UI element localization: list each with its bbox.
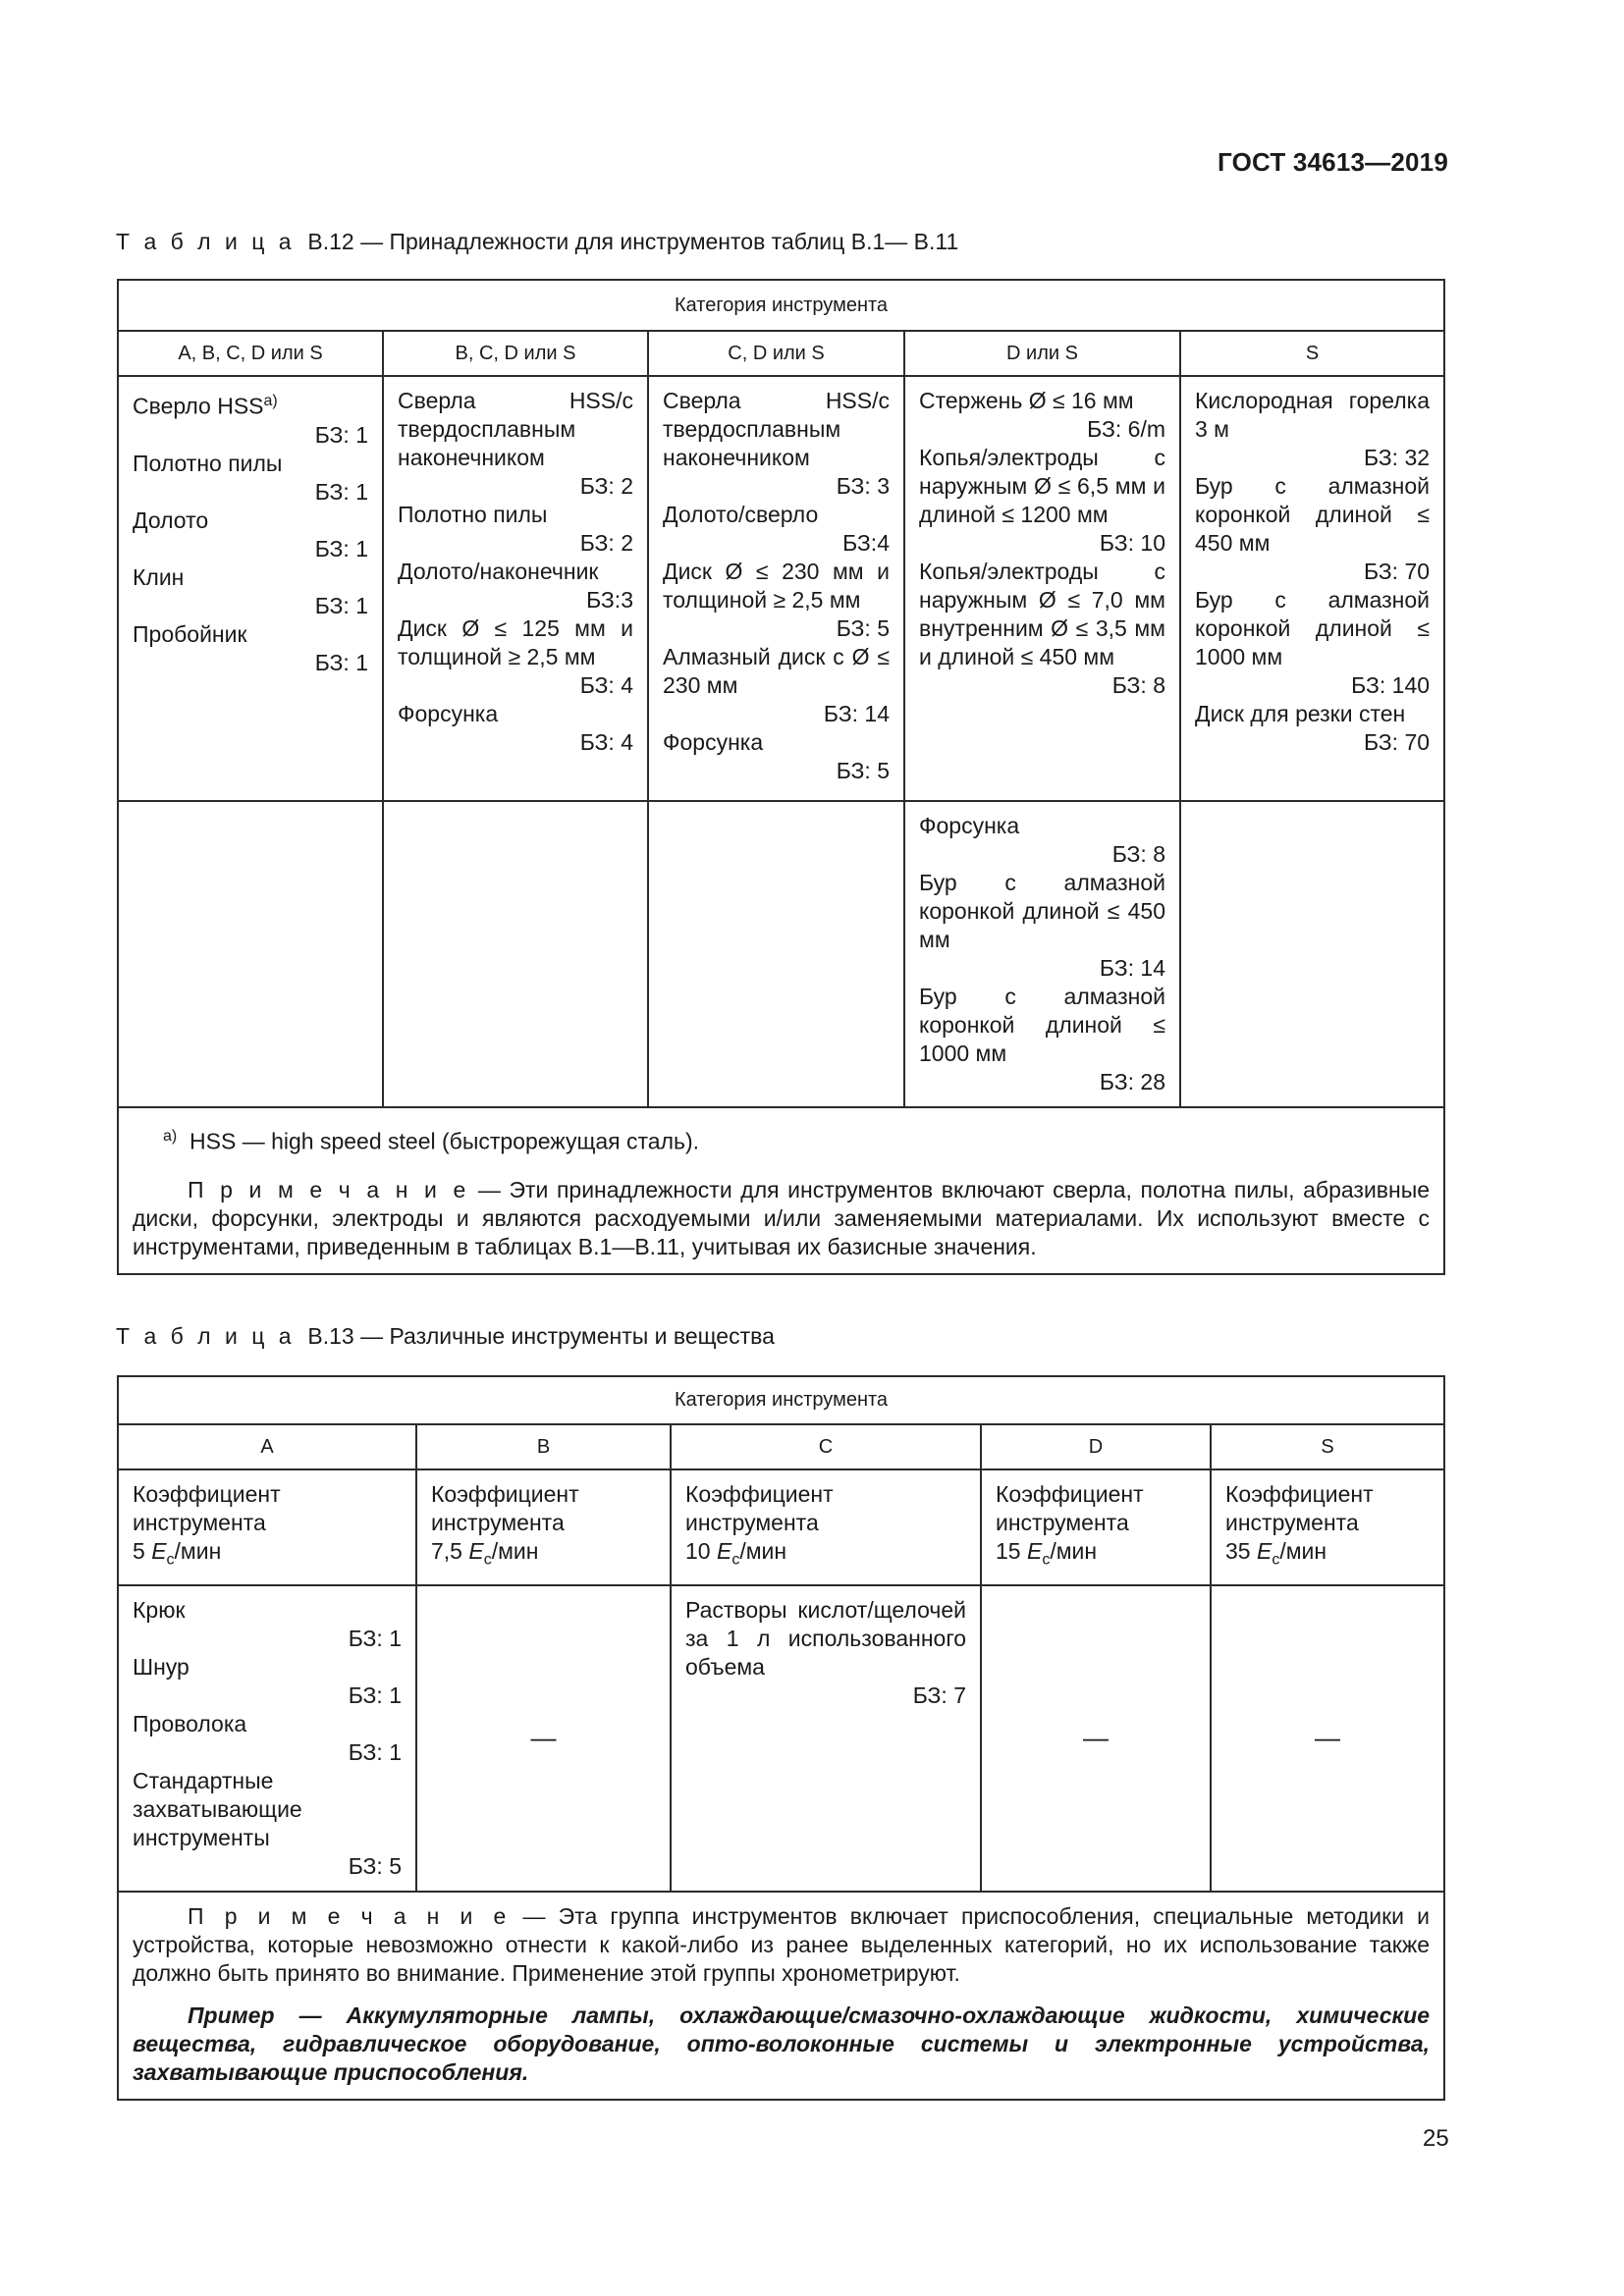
item-name: Долото bbox=[133, 507, 209, 533]
item-bz: БЗ:3 bbox=[586, 587, 633, 613]
table12-col-header: B, C, D или S bbox=[383, 331, 648, 376]
item-bz: БЗ: 1 bbox=[314, 649, 368, 675]
table12-col-header: S bbox=[1180, 331, 1444, 376]
item-name: Копья/электроды с наружным Ø ≤ 6,5 мм и длиной ≤ 1200 мм bbox=[919, 445, 1165, 527]
item-name: Сверло HSS$^{a)}$ bbox=[133, 393, 278, 419]
item-bz: БЗ: 1 bbox=[348, 1625, 402, 1651]
item-name: Бур с алмазной коронкой длиной ≤ 1000 мм bbox=[919, 984, 1165, 1066]
coef-sub: c bbox=[1272, 1551, 1280, 1569]
table12-caption bbox=[116, 229, 958, 255]
footnote-text: HSS — high speed steel (быстрорежущая сталь). bbox=[189, 1128, 700, 1154]
table12-empty-cell bbox=[1180, 801, 1444, 1107]
item-name: Долото/сверло bbox=[663, 502, 819, 527]
table13-cell-colS: — bbox=[1211, 1585, 1444, 1892]
table12-caption-text: В.12 — Принадлежности для инструментов таблиц В.1— В.11 bbox=[307, 229, 959, 254]
item-name: Копья/электроды с наружным Ø ≤ 7,0 мм внутренним Ø ≤ 3,5 мм и длиной ≤ 450 мм bbox=[919, 559, 1165, 669]
item-bz: БЗ: 10 bbox=[1099, 530, 1165, 556]
item-bz: БЗ: 70 bbox=[1363, 559, 1431, 584]
item-name: Полотно пилы bbox=[133, 450, 283, 476]
item-name: Форсунка bbox=[919, 813, 1020, 838]
item-name: Шнур bbox=[133, 1653, 189, 1680]
item-name: Диск Ø ≤ 125 мм и толщиной ≥ 2,5 мм bbox=[398, 615, 633, 669]
item-name: Растворы кислот/щелочей за 1 л использованного объема bbox=[685, 1596, 966, 1680]
table12-empty-cell bbox=[383, 801, 648, 1107]
table13 bbox=[117, 1375, 1445, 2101]
item-name: Сверла HSS/c твердосплавным наконечником bbox=[663, 388, 890, 470]
table12-notes bbox=[118, 1107, 1444, 1274]
table13-category-header: Категория инструмента bbox=[118, 1376, 1444, 1424]
table13-caption-prefix: Т а б л и ц а bbox=[116, 1323, 296, 1349]
coef-unit: /мин bbox=[491, 1538, 539, 1564]
item-name: Проволока bbox=[133, 1710, 247, 1736]
note-text: — Эти принадлежности для инструментов включают сверла, полотна пилы, абразивные диски, форсунки, электроды и являются расходуемыми и/или заменяемыми материалами. Их используют вместе с инструментами, приведенным в таблицах В.1—В.11, учитывая их базисные значения. bbox=[133, 1176, 1431, 1259]
coef-value: 7,5 bbox=[431, 1538, 462, 1564]
table12-cell-col4 bbox=[904, 376, 1180, 801]
coef-var: E bbox=[1026, 1538, 1043, 1564]
coef-unit: /мин bbox=[1279, 1538, 1327, 1564]
item-bz: БЗ: 5 bbox=[836, 615, 890, 641]
item-bz: БЗ: 6/m bbox=[1087, 416, 1165, 442]
table12-cell-col3 bbox=[648, 376, 904, 801]
item-bz: БЗ: 8 bbox=[1111, 841, 1165, 867]
table13-example: Пример — Аккумуляторные лампы, охлаждающие/смазочно-охлаждающие жидкости, химические вещества, гидравлическое оборудование, опто-волоконные системы и электронные устройства, захватывающие приспособления. bbox=[133, 2002, 1431, 2085]
table13-caption-text: В.13 — Различные инструменты и вещества bbox=[307, 1323, 775, 1349]
coef-var: E bbox=[468, 1538, 484, 1564]
coef-sub: c bbox=[731, 1551, 740, 1569]
table13-col-header: C bbox=[671, 1424, 981, 1469]
item-name: Форсунка bbox=[398, 701, 499, 726]
item-bz: БЗ: 28 bbox=[1099, 1069, 1165, 1095]
table13-notes bbox=[118, 1892, 1444, 2100]
table13-cell-colA bbox=[118, 1585, 416, 1892]
coef-value: 15 bbox=[996, 1538, 1021, 1564]
table12-cell-col4-extra bbox=[904, 801, 1180, 1107]
item-bz: БЗ: 1 bbox=[348, 1682, 402, 1708]
document-code: ГОСТ 34613—2019 bbox=[1218, 147, 1448, 177]
item-bz: БЗ: 5 bbox=[348, 1852, 402, 1879]
footnote-marker: a) bbox=[163, 1128, 178, 1145]
table12-cell-col2 bbox=[383, 376, 648, 801]
coef-sub: c bbox=[166, 1551, 175, 1569]
table13-note bbox=[133, 1902, 1430, 1988]
item-bz: БЗ: 5 bbox=[836, 758, 890, 783]
table12-caption-prefix: Т а б л и ц а bbox=[116, 229, 296, 254]
item-name: Пробойник bbox=[133, 620, 247, 647]
table13-coef-cell bbox=[981, 1469, 1211, 1585]
table12-col-header: A, B, C, D или S bbox=[118, 331, 383, 376]
item-bz: БЗ: 1 bbox=[314, 592, 368, 618]
item-bz: БЗ: 32 bbox=[1363, 445, 1431, 470]
item-bz: БЗ: 1 bbox=[314, 478, 368, 505]
item-name: Полотно пилы bbox=[398, 502, 548, 527]
item-bz: БЗ: 1 bbox=[314, 535, 368, 561]
item-bz: БЗ: 14 bbox=[823, 701, 890, 726]
coef-sub: c bbox=[483, 1551, 492, 1569]
coef-sub: c bbox=[1042, 1551, 1051, 1569]
item-bz: БЗ: 8 bbox=[1111, 672, 1165, 698]
table12-empty-cell bbox=[648, 801, 904, 1107]
coef-var: E bbox=[716, 1538, 732, 1564]
table13-col-header: A bbox=[118, 1424, 416, 1469]
table13-caption bbox=[116, 1323, 775, 1350]
table12-note bbox=[133, 1176, 1430, 1261]
item-name: Крюк bbox=[133, 1596, 186, 1623]
table13-coef-cell bbox=[671, 1469, 981, 1585]
item-bz: БЗ: 3 bbox=[836, 473, 890, 499]
item-bz: БЗ: 1 bbox=[348, 1738, 402, 1765]
item-name: Стандартные захватывающие инструменты bbox=[133, 1767, 302, 1850]
item-name: Бур с алмазной коронкой длиной ≤ 1000 мм bbox=[1195, 587, 1431, 669]
footnote-marker: a) bbox=[263, 393, 278, 409]
coef-value: 35 bbox=[1225, 1538, 1251, 1564]
item-bz: БЗ: 2 bbox=[579, 530, 633, 556]
table12-footnote bbox=[163, 1122, 1430, 1156]
table12-cell-col5 bbox=[1180, 376, 1444, 801]
coef-var: E bbox=[151, 1538, 167, 1564]
item-name: Стержень Ø ≤ 16 мм bbox=[919, 388, 1134, 413]
item-bz: БЗ: 4 bbox=[579, 729, 633, 755]
item-bz: БЗ: 70 bbox=[1363, 729, 1431, 755]
item-bz: БЗ: 14 bbox=[1099, 955, 1165, 981]
table13-cell-colC bbox=[671, 1585, 981, 1892]
coef-label: Коэффициент инструмента bbox=[133, 1481, 281, 1535]
coef-unit: /мин bbox=[1050, 1538, 1098, 1564]
item-name: Бур с алмазной коронкой длиной ≤ 450 мм bbox=[1195, 473, 1431, 556]
table13-coef-cell bbox=[1211, 1469, 1444, 1585]
coef-var: E bbox=[1256, 1538, 1272, 1564]
item-name: Кислородная горелка 3 м bbox=[1195, 388, 1431, 442]
note-label: П р и м е ч а н и е bbox=[188, 1176, 470, 1202]
table13-cell-colD: — bbox=[981, 1585, 1211, 1892]
item-bz: БЗ: 7 bbox=[912, 1682, 966, 1708]
table13-col-header: S bbox=[1211, 1424, 1444, 1469]
coef-value: 10 bbox=[685, 1538, 711, 1564]
item-name: Форсунка bbox=[663, 729, 764, 755]
table13-col-header: B bbox=[416, 1424, 671, 1469]
table13-coef-cell bbox=[416, 1469, 671, 1585]
item-bz: БЗ:4 bbox=[842, 530, 890, 556]
coef-value: 5 bbox=[133, 1538, 145, 1564]
coef-label: Коэффициент инструмента bbox=[685, 1481, 834, 1535]
item-name: Диск для резки стен bbox=[1195, 701, 1406, 726]
table13-coef-cell bbox=[118, 1469, 416, 1585]
item-name: Бур с алмазной коронкой длиной ≤ 450 мм bbox=[919, 870, 1165, 952]
table12-cell-col1 bbox=[118, 376, 383, 801]
coef-unit: /мин bbox=[174, 1538, 222, 1564]
table12-col-header: C, D или S bbox=[648, 331, 904, 376]
item-bz: БЗ: 2 bbox=[579, 473, 633, 499]
coef-label: Коэффициент инструмента bbox=[1225, 1481, 1374, 1535]
table12-empty-cell bbox=[118, 801, 383, 1107]
table13-cell-colB: — bbox=[416, 1585, 671, 1892]
item-name: Долото/наконечник bbox=[398, 559, 599, 584]
table12-col-header: D или S bbox=[904, 331, 1180, 376]
item-name: Клин bbox=[133, 563, 185, 590]
item-name: Алмазный диск с Ø ≤ 230 мм bbox=[663, 644, 890, 698]
table12-category-header: Категория инструмента bbox=[118, 280, 1444, 331]
coef-unit: /мин bbox=[739, 1538, 787, 1564]
table13-col-header: D bbox=[981, 1424, 1211, 1469]
coef-label: Коэффициент инструмента bbox=[996, 1481, 1144, 1535]
note-text: — Эта группа инструментов включает приспособления, специальные методики и устройства, которые невозможно отнести к какой-либо из ранее выделенных категорий, но их использование также должно быть принято во внимание. Применение этой группы хронометрируют. bbox=[133, 1902, 1431, 1986]
item-bz: БЗ: 4 bbox=[579, 672, 633, 698]
page-number: 25 bbox=[1423, 2125, 1449, 2152]
item-name: Диск Ø ≤ 230 мм и толщиной ≥ 2,5 мм bbox=[663, 559, 890, 613]
item-name: Сверла HSS/c твердосплавным наконечником bbox=[398, 388, 633, 470]
table12 bbox=[117, 279, 1445, 1275]
coef-label: Коэффициент инструмента bbox=[431, 1481, 579, 1535]
item-bz: БЗ: 1 bbox=[314, 421, 368, 448]
note-label: П р и м е ч а н и е bbox=[188, 1902, 511, 1929]
item-bz: БЗ: 140 bbox=[1351, 672, 1431, 698]
